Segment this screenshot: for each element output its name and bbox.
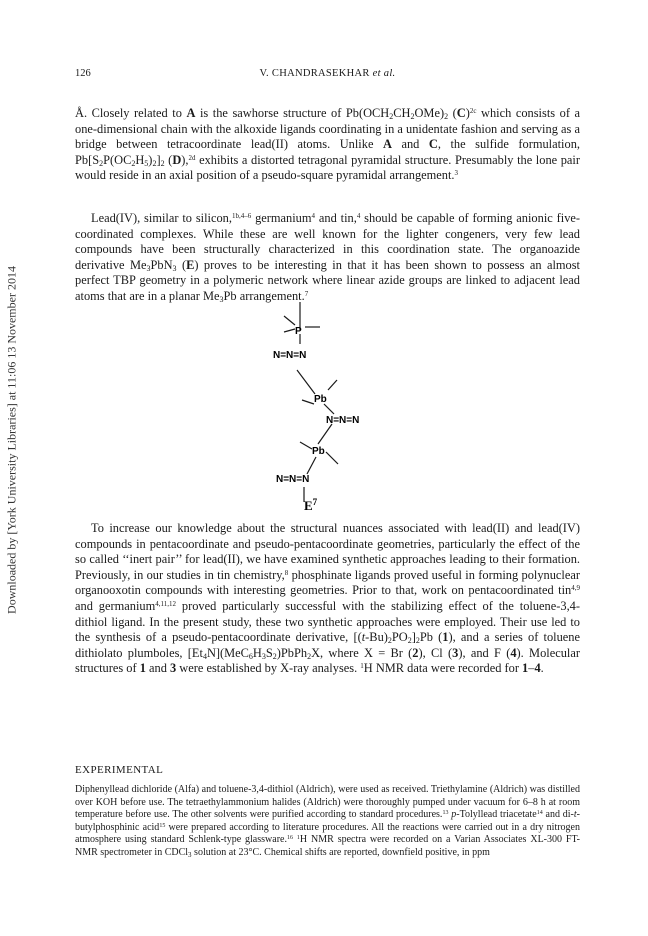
bond [324,404,334,414]
bond [302,400,314,404]
lead-atom-bottom: Pb [312,446,325,457]
section-heading: EXPERIMENTAL [75,764,164,776]
structure-e-svg [260,302,400,522]
structure-e-diagram [260,302,400,522]
download-watermark: Downloaded by [York University Libraries] at 11:06 13 November 2014 [4,266,19,614]
bond [328,380,337,390]
running-title: V. CHANDRASEKHAR et al. [259,68,396,79]
bond [284,316,295,325]
motivation-paragraph: To increase our knowledge about the structural nuances associated with lead(II) and lead(IV) compounds in pentacoordinate and pseudo-pentacoordinate geometries, particularly the effect of the so called ‘‘inert pair’’ for lead(II), we have examined synthetic approaches leading to their formation. Previously, in our studies in tin chemistry,$^8$ phosphinate ligands proved useful in forming polynuclear organooxotin compounds with interesting geometries. Prior to that, work on pentacoordinated tin$^{4,9}$ and germanium$^{4,11,12}$ proved particularly successful with the stabilizing effect of the toluene-3,4-dithiol ligand. In the present study, these two synthetic approaches were employed. Their use led to the synthesis of a pseudo-pentacoordinate derivative, $[(t-Bu)_2PO_2]_2Pb$ (1), and a series of toluene dithiolato plumboles, $[Et_4N](MeC_6H_3S_2)PbPh_2X$, where X = Br (2), Cl (3), and F (4). Molecular structures of 1 and 3 were established by X-ray analyses. $^1$H NMR data were recorded for 1–4. [75,521,580,676]
structure-label: $E^7$ [304,497,318,513]
azide-middle: N=N=N [326,415,360,426]
bond [318,424,332,444]
experimental-paragraph: Diphenyllead dichloride (Alfa) and toluene-3,4-dithiol (Aldrich), were used as received. Triethylamine (Aldrich) was distilled over KOH before use. The tetraethylammonium halides (Aldrich) were thoroughly pumped under vacuum for 6–8 h at room temperature before use. The other solvents were purified according to standard procedures.$^{13}$ p-Tolyllead triacetate$^{14}$ and di-t-butylphosphinic acid$^{15}$ were prepared according to literature procedures. All the reactions were carried out in a dry nitrogen atmosphere using standard Schlenk-type glassware.$^{16}$ $^1$H NMR spectra were recorded on a Varian Associates XL-300 FT-NMR spectrometer in CDCl$_3$ solution at 23°C. Chemical shifts are reported, downfield positive, in ppm [75,784,581,859]
phosphorus-atom: P [295,326,302,337]
lead-iv-paragraph: Lead(IV), similar to silicon,$^{1b,4-6}$ germanium$^4$ and tin,$^4$ should be capable of forming anionic five-coordinated complexes. While these are well known for the lighter congeners, very few lead compounds have been structurally characterized in this coordination state. The organoazide derivative $Me_3PbN_3$ (E) proves to be interesting in that it has been shown to possess an almost perfect TBP geometry in a polymeric network where linear azide groups are linked to adjacent lead atoms that are in a planar $Me_3Pb$ arrangement.$^7$ [75,211,581,304]
bond [300,442,312,449]
running-header [75,68,580,84]
intro-paragraph-continued: Å. Closely related to A is the sawhorse structure of $Pb(OCH_2CH_2OMe)_2$ $(C)^{2c}$ which consists of a one-dimensional chain with the alkoxide ligands coordinating in a unidentate fashion and serving as a bridge between tetracoordinate lead(II) atoms. Unlike A and C, the sulfide formulation, $Pb[S_2P(OC_2H_5)_2]_2$ (D),$^{2d}$ exhibits a distorted tetragonal pyramidal structure. Presumably the lone pair would reside in an axial position of a pseudo-square pyramidal arrangement.$^3$ [75,106,581,183]
bond [307,457,316,474]
azide-top: N=N=N [273,350,307,361]
bond [326,452,338,464]
bond [284,329,295,332]
lead-atom-top: Pb [314,394,327,405]
page-number: 126 [75,68,91,79]
azide-bottom: N=N=N [276,474,310,485]
bond [297,370,315,394]
